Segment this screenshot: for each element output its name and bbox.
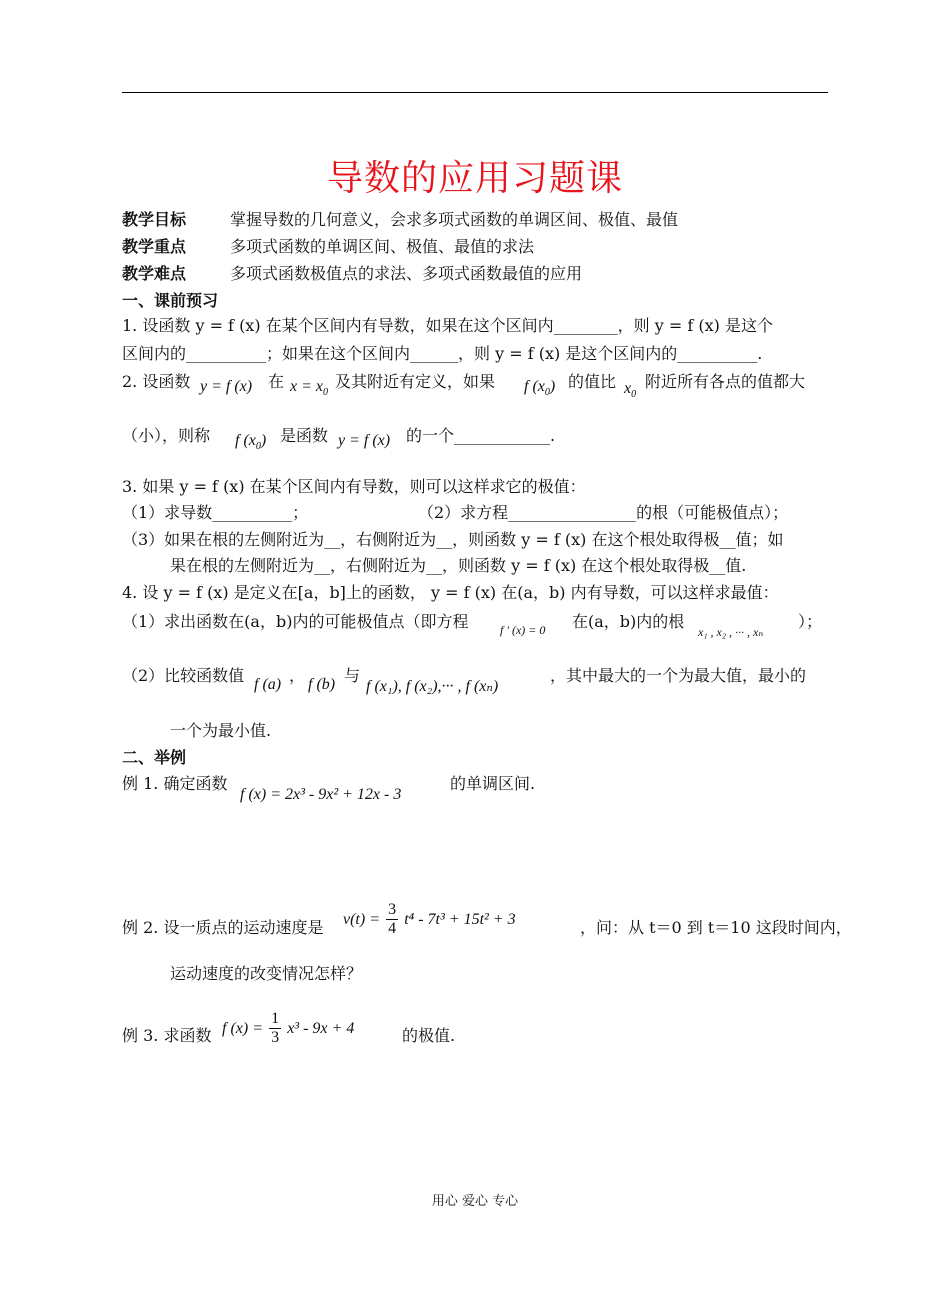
q2-text-7: 是函数 (280, 426, 329, 445)
q4-text-4: （2）比较函数值 (122, 666, 245, 685)
q4-math-fprime: f ′ (x) = 0 (500, 623, 546, 637)
q3-line-3: （3）如果在根的左侧附近为__，右侧附近为__，则函数 y = f (x) 在这个根处取得极__值；如 (122, 530, 784, 549)
q4-math-fb: f (b) (308, 676, 336, 693)
ex2-text-1: 例 2. 设一质点的运动速度是 (122, 918, 324, 937)
page-footer: 用心 爱心 专心 (431, 1194, 519, 1209)
q4-math-fa: f (a) (254, 676, 282, 693)
q3-line-1: 3. 如果 y = f (x) 在某个区间内有导数，则可以这样求它的极值： (122, 477, 586, 496)
q2-math-fx0-b: f $(x_0)$ (235, 432, 267, 453)
q2-math-x0: $x_0$ (624, 380, 637, 401)
q2-math-yfx: y = f (x) (200, 378, 253, 395)
q4-math-fxs: f (x₁), f (x₂),··· , f (xₙ) (366, 678, 499, 695)
ex2-text-3: 运动速度的改变情况怎样？ (170, 964, 363, 983)
section-preview-heading: 一、课前预习 (122, 291, 219, 310)
q4-text-6: 与 (344, 666, 361, 685)
difficulty-label: 教学难点 (122, 264, 187, 283)
ex3-formula: f (x) = $\frac{1}{3}$ x³ - 9x + 4 (222, 1010, 355, 1046)
goal-label: 教学目标 (122, 210, 187, 229)
q1-line-2: 区间内的__________；如果在这个区间内______，则 y = f (x) 是这个区间内的__________. (122, 344, 763, 363)
ex2-text-2: ，问：从 t＝0 到 t＝10 这段时间内， (580, 918, 852, 937)
key-label: 教学重点 (122, 237, 187, 256)
q4-line-last: 一个为最小值. (170, 721, 272, 740)
q3-line-2a: （1）求导数__________； (122, 503, 309, 522)
q2-math-x-eq-x0: $x = x_0$ (290, 378, 328, 399)
q4-text-5: ， (289, 666, 306, 685)
section-examples-heading: 二、举例 (122, 748, 187, 767)
q2-math-fx0: f $(x_0)$ (524, 378, 556, 399)
q2-text-6: （小），则称 (122, 426, 211, 445)
ex2-formula: v(t) = $\frac{3}{4}$ t⁴ - 7t³ + 15t² + 3 (343, 901, 516, 937)
q1-line-1: 1. 设函数 y = f (x) 在某个区间内有导数，如果在这个区间内________，则 y = f (x) 是这个 (122, 316, 773, 335)
q3-line-2b: （2）求方程________________的根（可能极值点）； (418, 503, 789, 522)
q2-math-yfx-b: y = f (x) (338, 432, 391, 449)
ex1-text-1: 例 1. 确定函数 (122, 774, 228, 793)
header-rule (122, 92, 828, 93)
key-text: 多项式函数的单调区间、极值、最值的求法 (230, 237, 535, 256)
q4-line-1: 4. 设 y = f (x) 是定义在[a，b]上的函数， y = f (x) 在(a，b) 内有导数，可以这样求最值： (122, 583, 779, 602)
ex3-text-2: 的极值. (402, 1026, 456, 1045)
q4-math-roots: x₁ , x₂ , ··· , xₙ (698, 625, 764, 639)
ex1-math: f (x) = 2x³ - 9x² + 12x - 3 (240, 786, 402, 803)
q3-line-4: 果在根的左侧附近为__，右侧附近为__，则函数 y = f (x) 在这个根处取得极__值. (170, 556, 747, 575)
goal-text: 掌握导数的几何意义，会求多项式函数的单调区间、极值、最值 (230, 210, 679, 229)
q4-text-3: ）； (798, 612, 823, 631)
ex3-text-1: 例 3. 求函数 (122, 1026, 212, 1045)
q4-text-1: （1）求出函数在(a，b)内的可能极值点（即方程 (122, 612, 469, 631)
page-title: 导数的应用习题课 (326, 158, 623, 199)
q2-text-1: 2. 设函数 (122, 372, 191, 391)
q4-text-2: 在(a，b)内的根 (572, 612, 685, 631)
ex1-text-2: 的单调区间. (450, 774, 536, 793)
q4-text-7: ，其中最大的一个为最大值，最小的 (550, 666, 807, 685)
q2-text-5: 附近所有各点的值都大 (645, 372, 806, 391)
q2-text-4: 的值比 (568, 372, 617, 391)
q2-text-3: 及其附近有定义，如果 (335, 372, 496, 391)
difficulty-text: 多项式函数极值点的求法、多项式函数最值的应用 (230, 264, 583, 283)
q2-text-8: 的一个____________. (406, 426, 556, 445)
q2-text-2: 在 (268, 372, 285, 391)
